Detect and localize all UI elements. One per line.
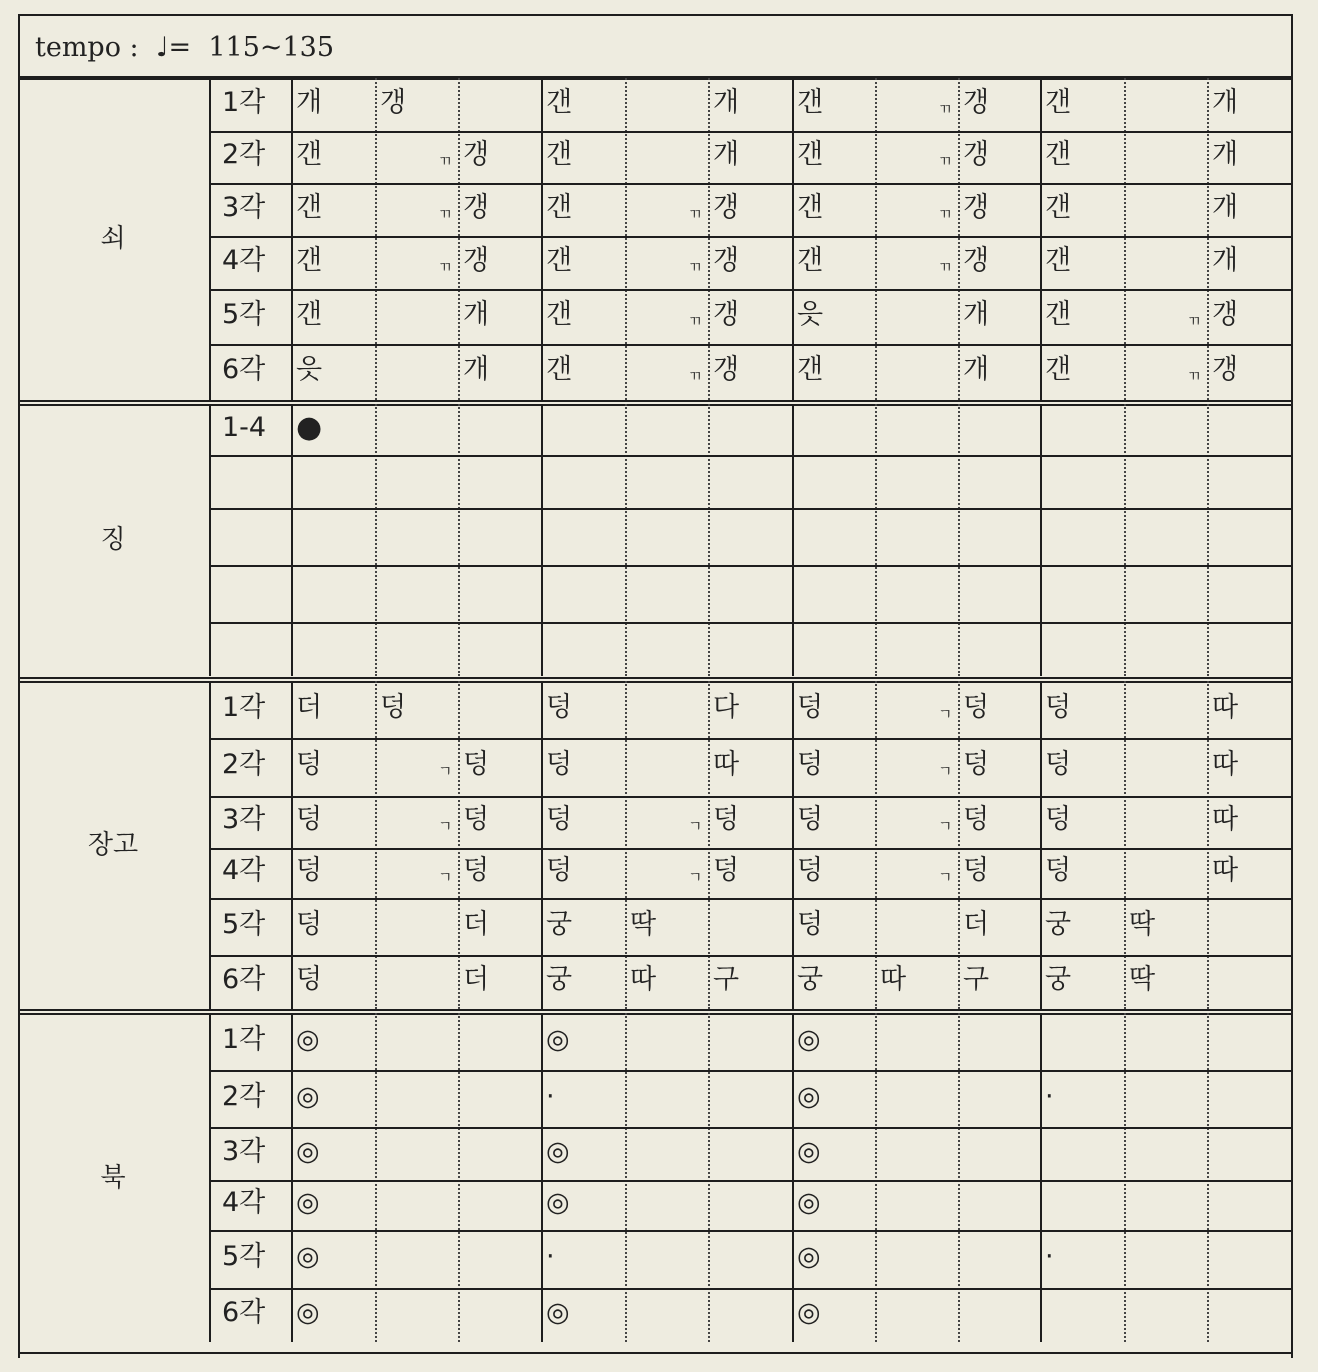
beat-divider: [1124, 404, 1126, 676]
notation-syllable: ◎: [546, 1187, 570, 1218]
beat-divider: [708, 1013, 710, 1342]
beat-divider: [708, 681, 710, 1009]
section-divider: [18, 1009, 1292, 1011]
row-rule: [209, 1127, 1292, 1129]
instrument-name: 쇠: [100, 224, 126, 254]
notation-syllable: 갠: [546, 139, 573, 170]
notation-syllable: ·: [1045, 1080, 1054, 1112]
row-label: 1각: [222, 1023, 266, 1055]
notation-syllable: 개: [713, 139, 740, 170]
notation-syllable: 덩: [797, 855, 824, 886]
measure-rule: [541, 681, 543, 1009]
notation-syllable: 덩: [546, 804, 573, 835]
row-rule: [209, 236, 1292, 238]
instrument-name: 징: [100, 525, 126, 555]
notation-syllable: ◎: [797, 1023, 821, 1055]
notation-syllable: 덩: [963, 691, 990, 723]
beat-divider: [375, 404, 377, 676]
notation-syllable: 덩: [546, 855, 573, 886]
beat-divider: [1124, 681, 1126, 1009]
beat-divider: [625, 78, 627, 400]
notation-syllable: 덩: [296, 855, 323, 886]
row-rule: [209, 622, 1292, 624]
beat-divider: [875, 404, 877, 676]
measure-rule: [792, 1013, 794, 1342]
notation-syllable: 덩: [963, 855, 990, 886]
notation-syllable: 갱: [713, 298, 740, 330]
notation-syllable: 개: [963, 298, 990, 330]
frame-left: [18, 14, 20, 1358]
notation-syllable: 덩: [963, 749, 990, 780]
row-rule: [209, 1070, 1292, 1072]
notation-syllable: ◎: [546, 1023, 570, 1055]
row-rule: [209, 848, 1292, 850]
notation-syllable: ◎: [296, 1023, 320, 1055]
grace-note: ㄲ: [938, 152, 953, 170]
notation-syllable: 딱: [630, 908, 657, 940]
measure-rule: [792, 78, 794, 400]
notation-syllable: 더: [463, 964, 490, 995]
notation-syllable: 따: [1212, 855, 1239, 886]
notation-syllable: 갠: [546, 354, 573, 385]
grace-note: ㄱ: [938, 868, 953, 886]
notation-syllable: 갱: [463, 191, 490, 223]
notation-syllable: 갠: [296, 139, 323, 170]
notation-syllable: 덩: [463, 855, 490, 886]
row-label: 2각: [222, 139, 266, 170]
notation-syllable: 갠: [546, 86, 573, 118]
notation-syllable: 따: [630, 964, 657, 995]
notation-syllable: 갱: [1212, 298, 1239, 330]
grace-note: ㄲ: [688, 257, 703, 276]
notation-syllable: 갠: [1045, 354, 1072, 385]
row-rule: [209, 1180, 1292, 1182]
row-rule: [209, 183, 1292, 185]
beat-divider: [375, 1013, 377, 1342]
beat-divider: [875, 1013, 877, 1342]
notation-syllable: 덩: [296, 749, 323, 780]
instrument-column-rule: [209, 78, 211, 400]
notation-syllable: 갠: [1045, 86, 1072, 118]
notation-syllable: 따: [1212, 804, 1239, 835]
notation-syllable: 따: [880, 964, 907, 995]
grace-note: ㄱ: [438, 817, 453, 835]
row-rule: [209, 289, 1292, 291]
grace-note: ㄱ: [438, 762, 453, 780]
beat-divider: [458, 681, 460, 1009]
grace-note: ㄱ: [688, 868, 703, 886]
label-column-rule: [291, 1013, 293, 1342]
measure-rule: [1040, 78, 1042, 400]
row-label: 3각: [222, 1135, 266, 1167]
row-label: 3각: [222, 191, 266, 223]
grace-note: ㄲ: [938, 257, 953, 276]
notation-syllable: 개: [1212, 244, 1239, 276]
notation-syllable: 구: [713, 964, 740, 995]
grace-note: ㄱ: [938, 817, 953, 835]
grace-note: ㄲ: [438, 152, 453, 170]
measure-rule: [1040, 681, 1042, 1009]
grace-note: ㄲ: [688, 204, 703, 223]
grace-note: ㄲ: [1187, 311, 1202, 330]
notation-syllable: 갱: [1212, 354, 1239, 385]
notation-syllable: 덩: [296, 964, 323, 995]
row-label: 4각: [222, 244, 266, 276]
row-label: 6각: [222, 354, 266, 385]
row-label: 2각: [222, 1080, 266, 1112]
beat-divider: [375, 78, 377, 400]
notation-syllable: ◎: [797, 1241, 821, 1272]
grace-note: ㄲ: [938, 99, 953, 118]
notation-syllable: 갱: [963, 139, 990, 170]
notation-syllable: 개: [963, 354, 990, 385]
notation-syllable: 구: [963, 964, 990, 995]
notation-syllable: 갠: [1045, 191, 1072, 223]
grace-note: ㄲ: [938, 204, 953, 223]
notation-syllable: 갱: [963, 191, 990, 223]
notation-syllable: 궁: [1045, 908, 1072, 940]
notation-syllable: 궁: [546, 964, 573, 995]
beat-divider: [708, 78, 710, 400]
beat-divider: [458, 78, 460, 400]
notation-syllable: 덩: [713, 855, 740, 886]
notation-syllable: 더: [463, 908, 490, 940]
beat-divider: [1207, 681, 1209, 1009]
notation-syllable: 갱: [380, 86, 407, 118]
row-label: 6각: [222, 964, 266, 995]
beat-divider: [625, 681, 627, 1009]
notation-syllable: ●: [296, 409, 323, 445]
notation-syllable: 덩: [1045, 691, 1072, 723]
grace-note: ㄲ: [688, 311, 703, 330]
notation-syllable: ◎: [296, 1080, 320, 1112]
notation-syllable: 갱: [963, 86, 990, 118]
notation-syllable: 다: [713, 691, 740, 723]
notation-syllable: 덩: [797, 691, 824, 723]
measure-rule: [1040, 404, 1042, 676]
row-rule: [209, 955, 1292, 957]
notation-syllable: ◎: [546, 1297, 570, 1328]
notation-syllable: 덩: [463, 749, 490, 780]
row-label: 5각: [222, 298, 266, 330]
grace-note: ㄱ: [438, 868, 453, 886]
notation-syllable: 덩: [296, 908, 323, 940]
notation-syllable: 개: [296, 86, 323, 118]
notation-syllable: 갠: [1045, 139, 1072, 170]
notation-syllable: 개: [463, 354, 490, 385]
grace-note: ㄲ: [438, 257, 453, 276]
notation-syllable: 딱: [1129, 908, 1156, 940]
notation-syllable: 갠: [296, 244, 323, 276]
grace-note: ㄱ: [938, 704, 953, 723]
row-rule: [209, 565, 1292, 567]
beat-divider: [1207, 78, 1209, 400]
notation-syllable: 개: [1212, 139, 1239, 170]
notation-syllable: 더: [296, 691, 323, 723]
beat-divider: [1124, 1013, 1126, 1342]
notation-syllable: 덩: [797, 804, 824, 835]
frame-top: [18, 14, 1292, 16]
notation-syllable: 갠: [797, 244, 824, 276]
row-label: 6각: [222, 1297, 266, 1328]
notation-syllable: 딱: [1129, 964, 1156, 995]
notation-syllable: ◎: [797, 1080, 821, 1112]
row-rule: [209, 898, 1292, 900]
row-rule: [209, 344, 1292, 346]
row-rule: [209, 508, 1292, 510]
beat-divider: [708, 404, 710, 676]
row-label: 1각: [222, 691, 266, 723]
beat-divider: [458, 1013, 460, 1342]
notation-syllable: ◎: [296, 1135, 320, 1167]
notation-syllable: 덩: [713, 804, 740, 835]
notation-syllable: 갠: [1045, 244, 1072, 276]
notation-syllable: 궁: [1045, 964, 1072, 995]
instrument-column-rule: [209, 1013, 211, 1342]
instrument-column-rule: [209, 681, 211, 1009]
notation-syllable: ◎: [296, 1187, 320, 1218]
notation-syllable: ◎: [296, 1241, 320, 1272]
beat-divider: [1124, 78, 1126, 400]
row-rule: [209, 455, 1292, 457]
notation-syllable: 덩: [463, 804, 490, 835]
notation-syllable: ◎: [797, 1135, 821, 1167]
notation-syllable: ·: [546, 1241, 555, 1272]
beat-divider: [875, 681, 877, 1009]
measure-rule: [792, 681, 794, 1009]
measure-rule: [541, 1013, 543, 1342]
beat-divider: [625, 1013, 627, 1342]
notation-syllable: 갠: [797, 86, 824, 118]
notation-syllable: 덩: [546, 749, 573, 780]
notation-syllable: 따: [1212, 691, 1239, 723]
notation-syllable: 갠: [296, 298, 323, 330]
label-column-rule: [291, 681, 293, 1009]
beat-divider: [1207, 404, 1209, 676]
notation-syllable: 갱: [713, 191, 740, 223]
notation-syllable: 갠: [797, 139, 824, 170]
notation-syllable: 개: [463, 298, 490, 330]
notation-syllable: 궁: [797, 964, 824, 995]
notation-syllable: 갠: [797, 191, 824, 223]
beat-divider: [875, 78, 877, 400]
notation-syllable: 덩: [296, 804, 323, 835]
notation-syllable: 갠: [546, 298, 573, 330]
notation-syllable: ◎: [797, 1297, 821, 1328]
beat-divider: [958, 681, 960, 1009]
beat-divider: [1207, 1013, 1209, 1342]
notation-syllable: 덩: [380, 691, 407, 723]
grace-note: ㄱ: [938, 762, 953, 780]
notation-syllable: 개: [1212, 191, 1239, 223]
instrument-name: 장고: [87, 830, 139, 860]
notation-syllable: 개: [713, 86, 740, 118]
frame-right: [1291, 14, 1293, 1358]
measure-rule: [1040, 1013, 1042, 1342]
notation-syllable: 개: [1212, 86, 1239, 118]
row-label: 1-4: [222, 411, 267, 443]
notation-syllable: 갠: [1045, 298, 1072, 330]
beat-divider: [958, 78, 960, 400]
beat-divider: [958, 404, 960, 676]
notation-syllable: ·: [546, 1080, 555, 1112]
notation-syllable: ◎: [296, 1297, 320, 1328]
notation-syllable: 궁: [546, 908, 573, 940]
row-label: 5각: [222, 908, 266, 940]
notation-syllable: 갱: [963, 244, 990, 276]
grace-note: ㄱ: [688, 817, 703, 835]
notation-syllable: 갱: [713, 354, 740, 385]
row-label: 2각: [222, 749, 266, 780]
section-divider: [18, 677, 1292, 679]
row-rule: [209, 131, 1292, 133]
notation-syllable: ◎: [546, 1135, 570, 1167]
instrument-name: 북: [100, 1162, 126, 1193]
row-label: 1각: [222, 86, 266, 118]
beat-divider: [958, 1013, 960, 1342]
measure-rule: [541, 78, 543, 400]
notation-syllable: 갠: [546, 244, 573, 276]
notation-syllable: 덩: [797, 749, 824, 780]
row-label: 3각: [222, 804, 266, 835]
row-rule: [209, 796, 1292, 798]
notation-syllable: 읏: [797, 298, 824, 330]
notation-syllable: 덩: [797, 908, 824, 940]
measure-rule: [792, 404, 794, 676]
notation-syllable: 따: [1212, 749, 1239, 780]
grace-note: ㄲ: [438, 204, 453, 223]
notation-syllable: ◎: [797, 1187, 821, 1218]
grace-note: ㄲ: [688, 367, 703, 385]
notation-syllable: 갱: [463, 244, 490, 276]
notation-syllable: 덩: [1045, 855, 1072, 886]
instrument-column-rule: [209, 404, 211, 676]
row-label: 5각: [222, 1241, 266, 1272]
measure-rule: [541, 404, 543, 676]
row-rule: [209, 738, 1292, 740]
beat-divider: [375, 681, 377, 1009]
row-rule: [209, 1230, 1292, 1232]
notation-syllable: 덩: [963, 804, 990, 835]
beat-divider: [625, 404, 627, 676]
notation-syllable: 갠: [797, 354, 824, 385]
beat-divider: [458, 404, 460, 676]
frame-bottom: [18, 1352, 1292, 1354]
notation-syllable: 덩: [1045, 804, 1072, 835]
section-divider: [18, 400, 1292, 402]
notation-syllable: 따: [713, 749, 740, 780]
notation-syllable: 덩: [1045, 749, 1072, 780]
notation-syllable: 덩: [546, 691, 573, 723]
notation-syllable: 읏: [296, 354, 323, 385]
notation-syllable: 갱: [463, 139, 490, 170]
tempo-marking: tempo : ♩= 115~135: [35, 32, 335, 63]
notation-syllable: 갠: [296, 191, 323, 223]
grace-note: ㄲ: [1187, 367, 1202, 385]
notation-syllable: ·: [1045, 1241, 1054, 1272]
label-column-rule: [291, 404, 293, 676]
row-label: 4각: [222, 855, 266, 886]
notation-syllable: 갱: [713, 244, 740, 276]
label-column-rule: [291, 78, 293, 400]
row-rule: [209, 1288, 1292, 1290]
row-label: 4각: [222, 1187, 266, 1218]
notation-syllable: 갠: [546, 191, 573, 223]
notation-syllable: 더: [963, 908, 990, 940]
